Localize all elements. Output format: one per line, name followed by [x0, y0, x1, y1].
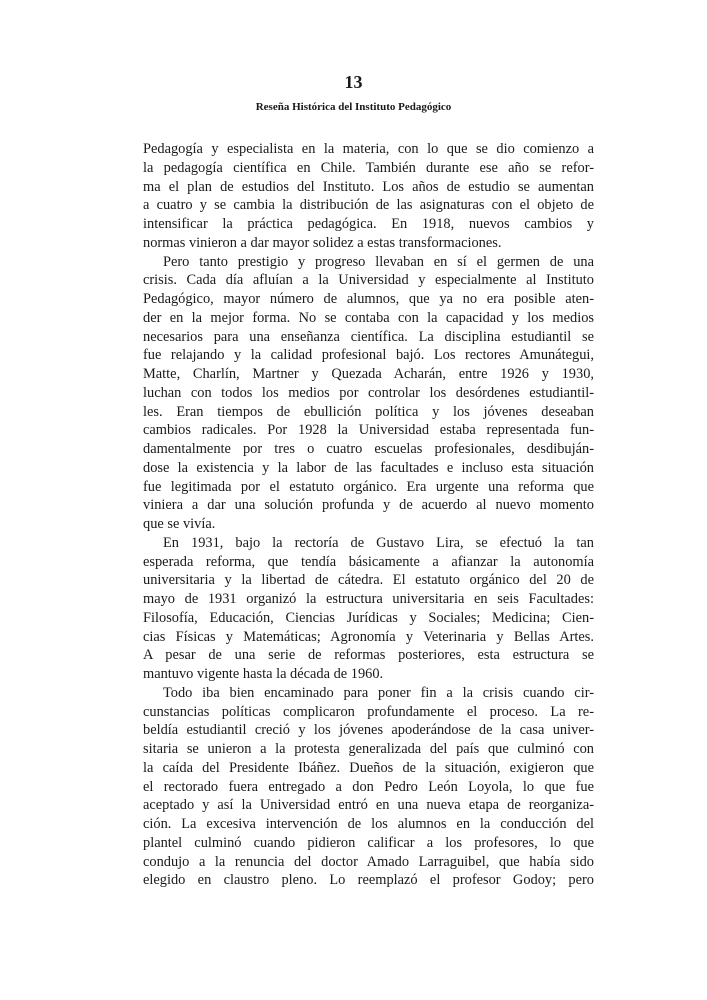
running-title: Reseña Histórica del Instituto Pedagógico: [255, 101, 452, 113]
text-line: necesarios para una enseñanza científica. La disciplina estudiantil se: [143, 328, 594, 345]
text-line: damentalmente por tres o cuatro escuelas profesionales, desdibuján-: [143, 441, 594, 457]
body-text: [143, 140, 594, 890]
text-line: intensificar la práctica pedagógica. En 1918, nuevos cambios y: [143, 216, 594, 232]
text-line: Pero tanto prestigio y progreso llevaban en sí el germen de una: [163, 253, 594, 270]
text-line: cambios radicales. Por 1928 la Universidad estaba representada fun-: [143, 422, 594, 439]
text-line: a cuatro y se cambia la distribución de las asignaturas con el objeto de: [143, 197, 594, 214]
text-line: A pesar de una serie de reformas posteriores, esta estructura se: [143, 647, 594, 664]
text-line: dose la existencia y la labor de las facultades e incluso esta situación: [143, 459, 594, 476]
text-line: Pedagógico, mayor número de alumnos, que ya no era posible aten-: [143, 291, 594, 307]
text-line: les. Eran tiempos de ebullición política y los jóvenes deseaban: [143, 403, 594, 420]
text-line: la caída del Presidente Ibáñez. Dueños de la situación, exigieron que: [143, 759, 594, 776]
text-line: elegido en claustro pleno. Lo reemplazó el profesor Godoy; pero: [143, 872, 594, 889]
text-line: beldía estudiantil creció y los jóvenes apoderándose de la casa univer-: [143, 722, 594, 739]
text-line: En 1931, bajo la rectoría de Gustavo Lira, se efectuó la tan: [163, 534, 594, 551]
text-line: normas vinieron a dar mayor solidez a estas transformaciones.: [143, 234, 502, 251]
text-line: Matte, Charlín, Martner y Quezada Acharán, entre 1926 y 1930,: [143, 366, 594, 382]
text-line: cunstancias políticas complicaron profundamente el proceso. La re-: [143, 703, 594, 720]
text-line: condujo a la renuncia del doctor Amado Larraguibel, que había sido: [143, 853, 594, 870]
text-line: Pedagogía y especialista en la materia, con lo que se dio comienzo a: [143, 141, 594, 157]
text-line: aceptado y así la Universidad entró en una nueva etapa de reorganiza-: [143, 797, 594, 814]
text-line: mantuvo vigente hasta la década de 1960.: [143, 666, 384, 682]
text-line: esperada reforma, que tendía básicamente a afianzar la autonomía: [143, 553, 594, 570]
text-line: fue relajando y la calidad profesional bajó. Los rectores Amunátegui,: [143, 347, 594, 364]
text-line: que se vivía.: [143, 516, 216, 532]
text-line: mayo de 1931 organizó la estructura universitaria en seis Facultades:: [143, 591, 594, 607]
text-line: crisis. Cada día afluían a la Universidad y especialmente al Instituto: [143, 272, 594, 289]
text-line: cias Físicas y Matemáticas; Agronomía y Veterinaria y Bellas Artes.: [143, 628, 594, 645]
text-line: viniera a dar una solución profunda y de acuerdo al nuevo momento: [143, 497, 594, 514]
text-line: universitaria y la libertad de cátedra. El estatuto orgánico del 20 de: [143, 572, 594, 589]
text-line: ma el plan de estudios del Instituto. Los años de estudio se aumentan: [143, 178, 594, 195]
text-line: der en la mejor forma. No se contaba con la capacidad y los medios: [143, 309, 594, 326]
text-line: fue legitimada por el estatuto orgánico. Era urgente una reforma que: [143, 478, 594, 495]
page-number: 13: [344, 72, 363, 92]
text-line: sitaria se unieron a la protesta generalizada del país que culminó con: [143, 741, 594, 757]
text-line: Filosofía, Educación, Ciencias Jurídicas y Sociales; Medicina; Cien-: [143, 609, 594, 626]
text-line: la pedagogía científica en Chile. También durante ese año se refor-: [143, 159, 594, 176]
text-line: el rectorado fuera entregado a don Pedro León Loyola, lo que fue: [143, 778, 594, 795]
text-line: luchan con todos los medios por controlar los desórdenes estudiantil-: [143, 384, 594, 401]
text-line: ción. La excesiva intervención de los alumnos en la conducción del: [143, 816, 594, 832]
text-line: Todo iba bien encaminado para poner fin a la crisis cuando cir-: [163, 684, 594, 701]
text-line: plantel culminó cuando pidieron calificar a los profesores, lo que: [143, 834, 594, 851]
